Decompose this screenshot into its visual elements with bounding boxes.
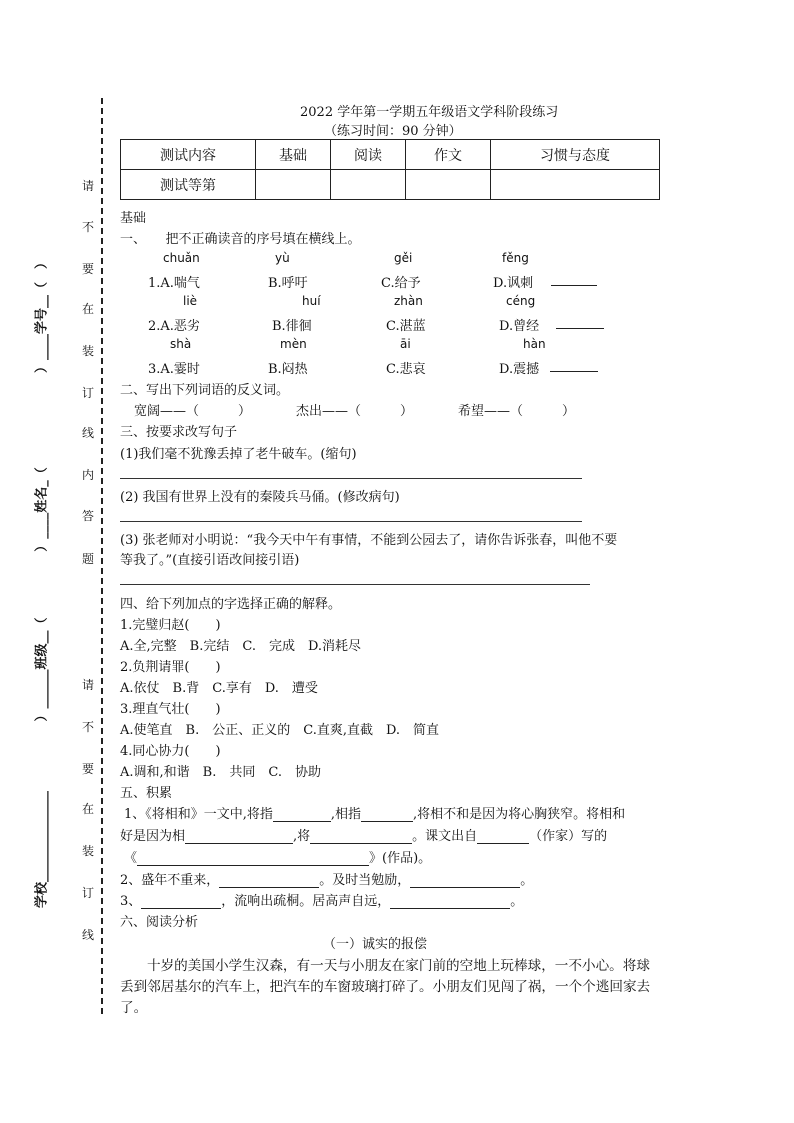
option: D.讽刺 [493,276,534,291]
pinyin: zhàn [394,294,423,308]
page-title: 2022 学年第一学期五年级语文学科阶段练习 [300,105,559,120]
pinyin: shà [170,337,192,351]
q3-title: 三、按要求改写句子 [120,425,238,440]
pinyin: hàn [523,337,546,351]
q5-line-4 [120,869,533,888]
pinyin: céng [506,294,536,308]
margin-char: 装 [81,344,94,358]
antonym-item[interactable]: 希望——（ ） [458,404,576,419]
table-header-cell: 基础 [256,140,331,170]
q5-line-2 [120,825,607,844]
answer-blank[interactable] [273,808,331,822]
text: 1、《将相和》一文中,将指 [124,807,273,822]
table-header-cell: 习惯与态度 [491,140,660,170]
q5-line-1 [124,803,625,822]
q4-question: 2.负荆请罪( ) [120,660,221,675]
option: 2.A.恶劣 [148,319,200,334]
answer-blank[interactable] [137,852,369,866]
text: 》(作品)。 [369,851,432,866]
answer-line[interactable] [120,478,582,479]
margin-char: 要 [81,262,94,276]
q4-question: 4.同心协力( ) [120,744,221,759]
table-header-cell: 作文 [406,140,491,170]
text: 。 [510,894,524,909]
q4-options: A.全,完整 B.完结 C. 完成 D.消耗尽 [120,639,362,654]
margin-char: 不 [81,220,94,234]
margin-char: 线 [81,928,94,942]
answer-blank[interactable] [551,272,597,286]
q1-title: 一、 把不正确读音的序号填在横线上。 [120,232,361,247]
option: C.湛蓝 [386,319,426,334]
margin-char: 题 [81,552,94,566]
option: B.闷热 [268,362,308,377]
antonym-item[interactable]: 宽阔——（ ） [134,404,252,419]
grade-cell[interactable] [406,170,491,200]
option: 1.A.喘气 [148,276,200,291]
q5-line-5 [120,890,523,909]
student-id-field[interactable]: ）____学号__（ ） [34,256,50,374]
text: 2、盛年不重来， [120,873,220,888]
passage-paragraph-line: 丢到邻居基尔的汽车上，把汽车的车窗玻璃打碎了。小朋友们见闯了祸，一个个逃回家去 [120,979,651,995]
text: ，流响出疏桐。居高声自远， [221,894,391,909]
page-subtitle: （练习时间：90 分钟） [324,124,462,139]
binding-dashed-line [101,98,103,1014]
answer-line[interactable] [120,584,590,585]
q5-line-3 [124,847,431,866]
pinyin: mèn [280,337,307,351]
q3-sentence-1: (1)我们毫不犹豫丢掉了老牛破车。(缩句) [120,447,357,462]
answer-blank[interactable] [410,874,520,888]
q2-title: 二、写出下列词语的反义词。 [120,383,290,398]
option: C.给予 [381,276,421,291]
section-basic-label: 基础 [120,211,147,226]
option: B.呼吁 [268,276,308,291]
answer-blank[interactable] [556,315,604,329]
grade-cell[interactable] [331,170,406,200]
answer-blank[interactable] [477,830,529,844]
answer-blank[interactable] [185,830,293,844]
pinyin: āi [400,337,411,351]
text: ,将相不和是因为将心胸狭窄。将相和 [413,807,626,822]
margin-char: 请 [81,179,94,193]
margin-char: 装 [81,844,94,858]
pinyin: gěi [394,251,413,265]
pinyin: chuǎn [163,251,200,265]
q4-options: A.使笔直 B. 公正、正义的 C.直爽,直截 D. 简直 [120,723,440,738]
margin-char: 不 [81,720,94,734]
margin-char: 答 [81,509,94,523]
passage-title: （一）诚实的报偿 [323,937,428,952]
text: （作家）写的 [529,829,608,844]
student-name-field[interactable]: ）____姓名_（ [34,467,50,552]
q4-options: A.依仗 B.背 C.享有 D. 遭受 [120,681,318,696]
table-row-label: 测试等第 [121,170,256,200]
table-header-cell: 阅读 [331,140,406,170]
option: C.悲哀 [386,362,426,377]
q6-title: 六、阅读分析 [120,915,199,930]
pinyin: yù [275,251,290,265]
q4-options: A.调和,和谐 B. 共同 C. 协助 [120,765,321,780]
passage-paragraph-line: 了。 [120,1000,148,1016]
pinyin: liè [183,294,198,308]
answer-blank[interactable] [310,830,412,844]
table-header-cell: 测试内容 [121,140,256,170]
q3-sentence-2: (2) 我国有世界上没有的秦陵兵马俑。(修改病句) [120,490,400,505]
pinyin: fěng [502,251,529,265]
grade-cell[interactable] [256,170,331,200]
option: D.曾经 [499,319,540,334]
text: ,相指 [330,807,362,822]
margin-char: 线 [81,426,94,440]
q4-question: 1.完璧归赵( ) [120,618,221,633]
text: 。 [520,873,534,888]
option: B.徘徊 [272,319,312,334]
antonym-item[interactable]: 杰出——（ ） [296,404,414,419]
q3-sentence-3b: 等我了。”(直接引语改间接引语) [120,553,300,568]
q4-title: 四、给下列加点的字选择正确的解释。 [120,597,342,612]
answer-blank[interactable] [141,895,221,909]
text: 。课文出自 [412,829,478,844]
text: 3、 [120,894,142,909]
grade-cell[interactable] [491,170,660,200]
margin-char: 内 [81,468,94,482]
answer-blank[interactable] [550,358,598,372]
class-field[interactable]: ）______班级__（ [34,617,50,722]
text: ,将 [293,829,311,844]
answer-blank[interactable] [390,895,510,909]
score-table [120,139,660,200]
passage-paragraph-line: 十岁的美国小学生汉森，有一天与小朋友在家门前的空地上玩棒球，一不小心。将球 [147,958,650,974]
option: 3.A.霎时 [148,362,200,377]
table-row [121,170,660,200]
margin-char: 订 [81,886,94,900]
table-row [121,140,660,170]
option: D.震撼 [499,362,540,377]
text: 好是因为相 [120,829,186,844]
text: 《 [124,851,138,866]
margin-char: 订 [81,386,94,400]
margin-char: 在 [81,802,94,816]
text: 。及时当勉励， [319,873,411,888]
q3-sentence-3a: (3) 张老师对小明说：“我今天中午有事情，不能到公园去了，请你告诉张春，叫他不要 [120,533,618,548]
answer-blank[interactable] [219,874,319,888]
q4-question: 3.理直气壮( ) [120,702,221,717]
pinyin: huí [302,294,321,308]
answer-blank[interactable] [361,808,413,822]
margin-char: 要 [81,762,94,776]
margin-char: 请 [81,678,94,692]
school-field[interactable]: 学校______________ [34,791,50,909]
answer-line[interactable] [120,521,582,522]
q5-title: 五、积累 [120,786,173,801]
margin-char: 在 [81,302,94,316]
